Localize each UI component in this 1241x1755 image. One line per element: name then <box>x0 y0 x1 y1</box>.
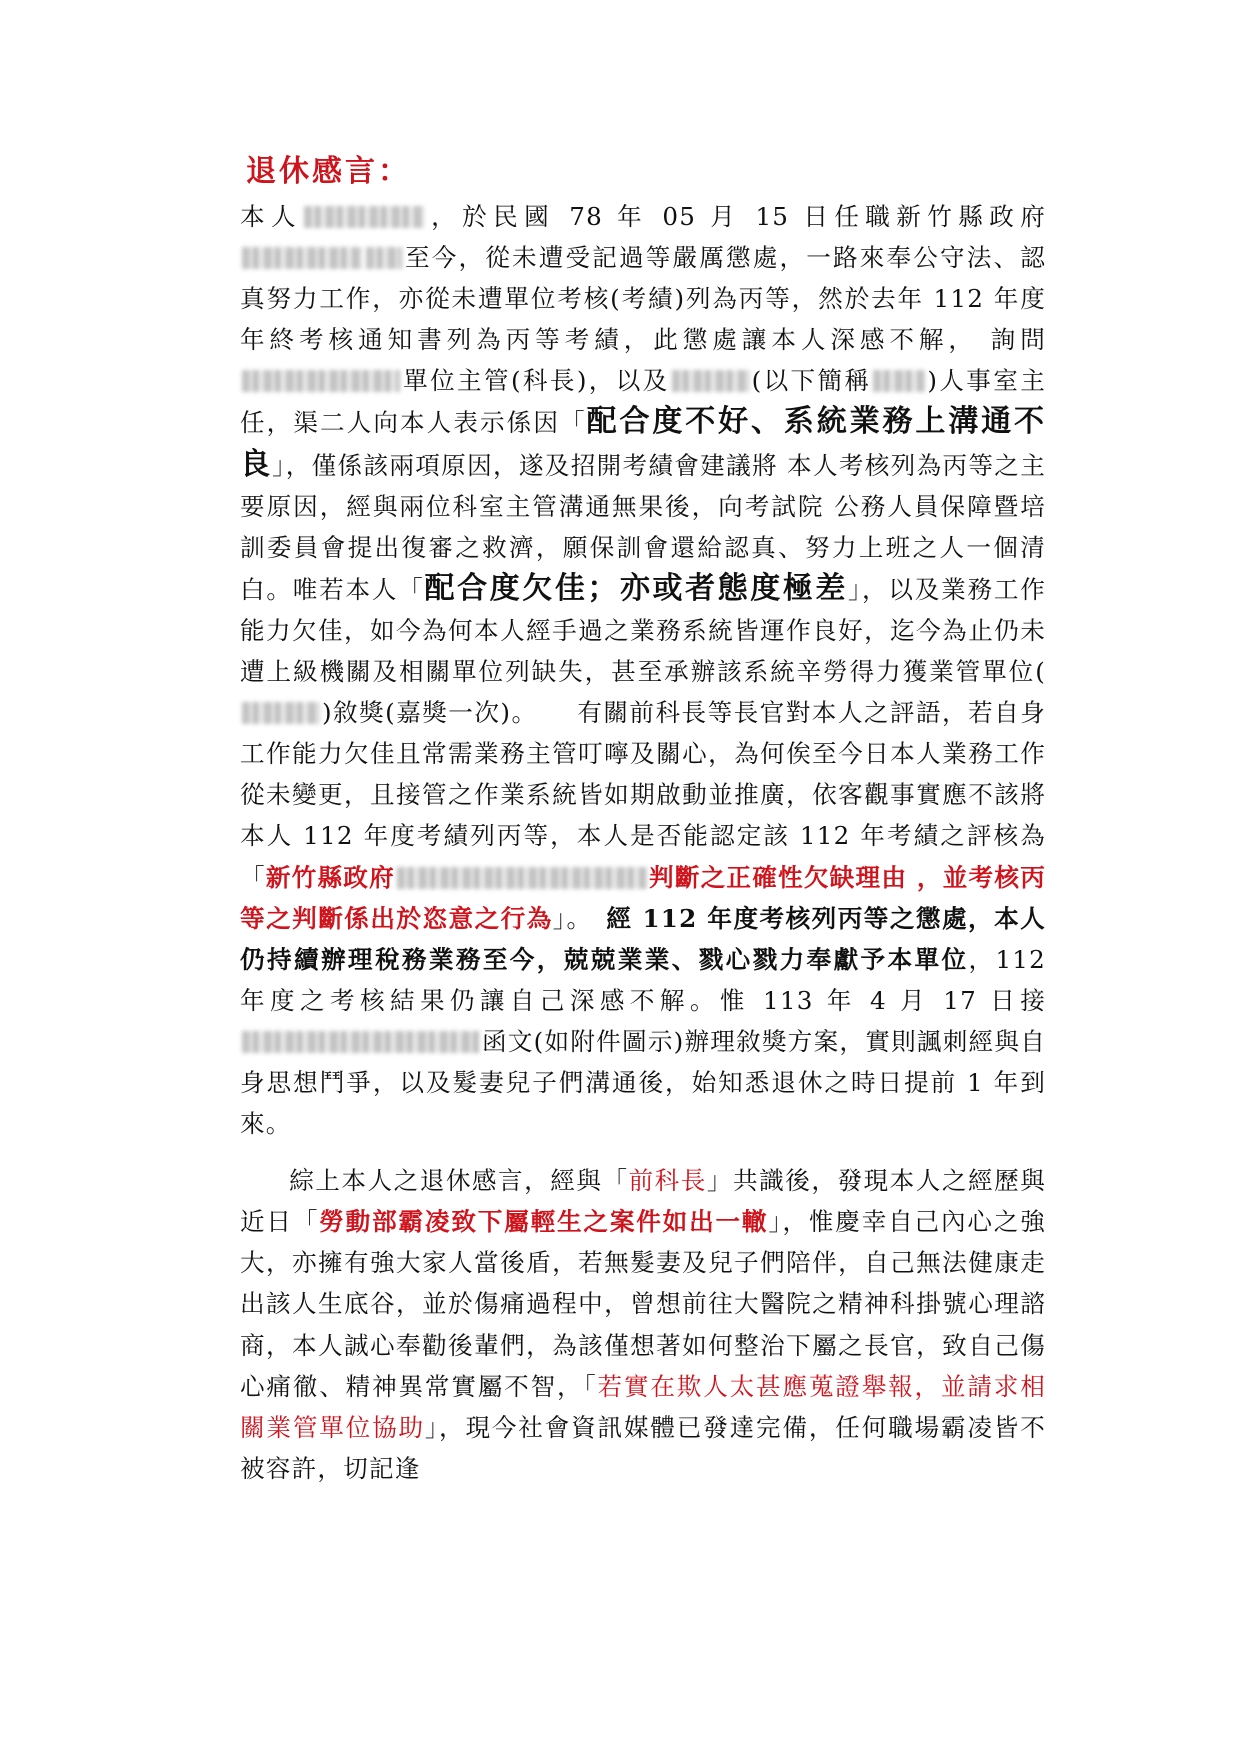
text-run: )敘獎(嘉獎一次)。 有關前科長等長官對本人之評語，若自身工作能力欠佳且常需業務主管叮嚀及關心，為何俟至今日本人業務工作從未變更，且接管之作業系統皆如期啟動並推廣，依客觀事實應不該將本人 112 年度考績列丙等，本人是否能認定該 112 年考績之評核為「 <box>240 698 1046 892</box>
text-run: (以下簡稱 <box>751 366 872 396</box>
text-run: )人事室主任，渠二人向本人表示係因「 <box>240 366 1046 438</box>
text-run: 」，以及業務工作能力欠佳，如今為何本人經手過之業務系統皆運作良好，迄今為止仍未遭上級機關及相關單位列缺失，甚至承辦該系統辛勞得力獲業管單位( <box>240 574 1046 687</box>
redacted-office <box>672 370 750 392</box>
redacted-unit-cont <box>366 247 402 269</box>
emphasis-red-former-chief: 前科長 <box>628 1166 707 1196</box>
text-run: 」共識後，發現本人之經歷與近日「 <box>240 1166 1046 1237</box>
emphasis-red-case: 勞動部霸凌致下屬輕生之案件如出一轍 <box>319 1207 769 1237</box>
emphasis-red-agency: 新竹縣政府 <box>265 862 395 892</box>
emphasis-red-advice: 若實在欺人太甚應蒐證舉報，並請求相關業管單位協助 <box>240 1371 1046 1442</box>
emphasis-red-judgment: 判斷之正確性欠缺理由 ，並考核丙等之判斷係出於恣意之行為 <box>240 862 1046 933</box>
emphasis-reason-2: 配合度欠佳；亦或者態度極差 <box>424 570 848 606</box>
text-run: 」。 <box>552 903 607 933</box>
paragraph-1 <box>240 196 1046 1144</box>
text-run: 單位主管(科長)，以及 <box>402 366 670 396</box>
paragraph-2 <box>240 1160 1046 1489</box>
document-title: 退休感言： <box>246 154 411 189</box>
redacted-agency-name <box>397 867 647 889</box>
redacted-agency <box>242 702 320 724</box>
text-run: 」，僅係該兩項原因，遂及招開考績會建議將 本人考核列為丙等之主要原因，經與兩位科室主管溝通無果後，向考試院 公務人員保障暨培訓委員會提出復審之救濟，願保訓會還給認真、努力上班之人一個清白。唯若本人「 <box>240 450 1046 604</box>
text-run: 」，現今社會資訊媒體已發達完備，任何職場霸凌皆不被容許，切記逢 <box>240 1412 1046 1483</box>
text-run: 綜上本人之退休感言，經與「 <box>289 1166 629 1196</box>
redacted-name <box>304 206 424 228</box>
redacted-abbreviation <box>873 370 925 392</box>
emphasis-reason-1: 配合度不好、系統業務上溝通不良 <box>240 404 1046 482</box>
text-run: ，112 年度之考核結果仍讓自己深感不解。惟 113 年 4 月 17 日接 <box>240 944 1046 1015</box>
redacted-unit <box>242 247 362 269</box>
text-run: ，於民國 78 年 05 月 15 日任職新竹縣政府 <box>425 202 1046 231</box>
text-run: 本人 <box>240 202 302 231</box>
text-run: 函文(如附件圖示)辦理敘獎方案，實則諷刺經與自身思想鬥爭，以及髮妻兒子們溝通後，始知悉退休之時日提前 1 年到來。 <box>240 1026 1046 1139</box>
text-run: 」，惟慶幸自己內心之強大，亦擁有強大家人當後盾，若無髮妻及兒子們陪伴，自己無法健康走出該人生底谷，並於傷痛過程中，曾想前往大醫院之精神科掛號心理諮商，本人誠心奉勸後輩們，為該僅想著如何整治下屬之長官，致自己傷心痛徹、精神異常實屬不智，「 <box>240 1207 1046 1401</box>
emphasis-bold-dedication: 經 112 年度考核列丙等之懲處，本人仍持續辦理稅務業務至今，兢兢業業、戮心戮力奉獻予本單位 <box>240 903 1046 974</box>
redacted-sender <box>242 1031 480 1053</box>
text-run: 至今，從未遭受記過等嚴厲懲處，一路來奉公守法、認真努力工作，亦從未遭單位考核(考績)列為丙等，然於去年 112 年度年終考核通知書列為丙等考績，此懲處讓本人深感不解， 詢問 <box>240 243 1046 355</box>
document-body <box>240 152 1046 1489</box>
redacted-department <box>242 370 400 392</box>
